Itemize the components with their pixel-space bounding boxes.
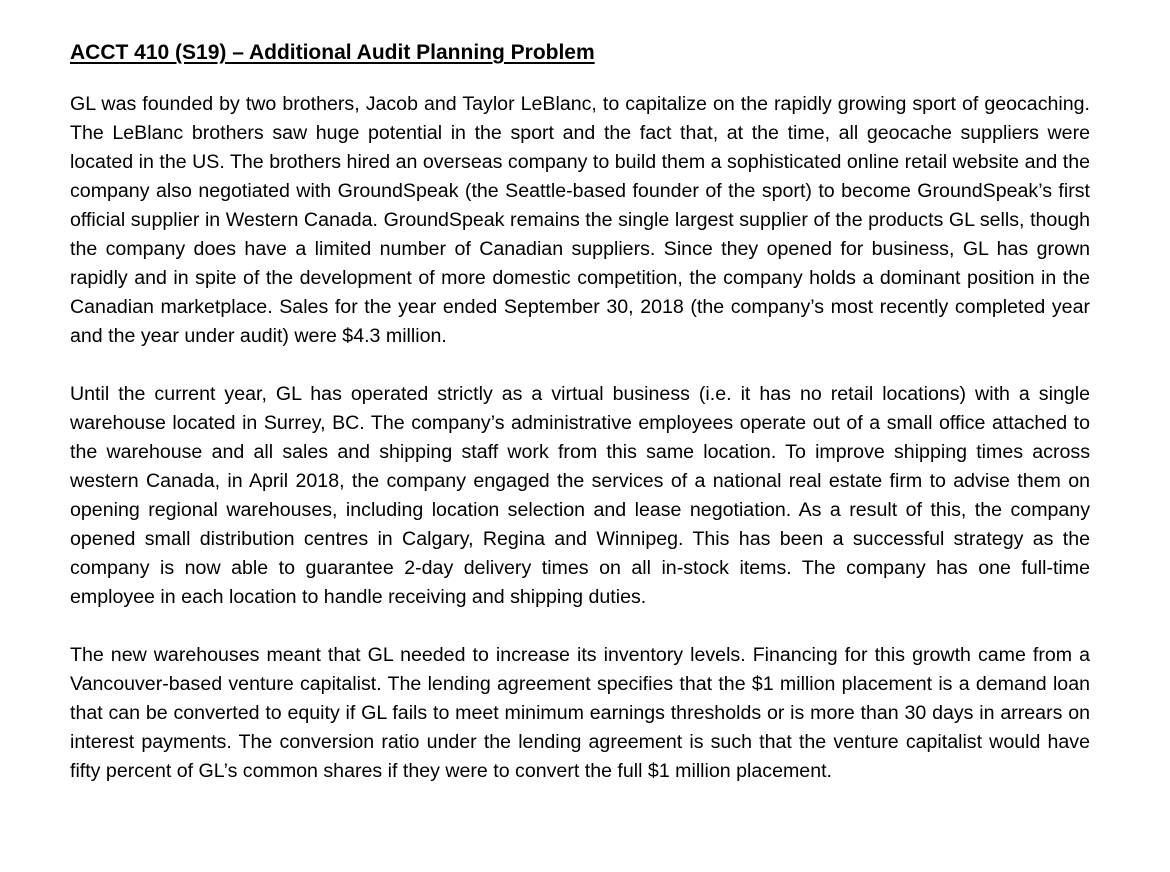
document-title: ACCT 410 (S19) – Additional Audit Planning Problem — [70, 41, 595, 64]
document-page — [70, 38, 1090, 815]
paragraph-financing: The new warehouses meant that GL needed to increase its inventory levels. Financing for this growth came from a Vancouver-based venture capitalist. The lending agreement specifies that the $1 million placement is a demand loan that can be converted to equity if GL fails to meet minimum earnings thresholds or is more than 30 days in arrears on interest payments. The conversion ratio under the lending agreement is such that the venture capitalist would have fifty percent of GL’s common shares if they were to convert the full $1 million placement. — [70, 644, 1090, 782]
paragraph-operations: Until the current year, GL has operated strictly as a virtual business (i.e. it has no retail locations) with a single warehouse located in Surrey, BC. The company’s administrative employees operate out of a small office attached to the warehouse and all sales and shipping staff work from this same location. To improve shipping times across western Canada, in April 2018, the company engaged the services of a national real estate firm to advise them on opening regional warehouses, including location selection and lease negotiation. As a result of this, the company opened small distribution centres in Calgary, Regina and Winnipeg. This has been a successful strategy as the company is now able to guarantee 2-day delivery times on all in-stock items. The company has one full-time employee in each location to handle receiving and shipping duties. — [70, 383, 1090, 608]
paragraph-company-background: GL was founded by two brothers, Jacob and Taylor LeBlanc, to capitalize on the rapidly growing sport of geocaching. The LeBlanc brothers saw huge potential in the sport and the fact that, at the time, all geocache suppliers were located in the US. The brothers hired an overseas company to build them a sophisticated online retail website and the company also negotiated with GroundSpeak (the Seattle-based founder of the sport) to become GroundSpeak’s first official supplier in Western Canada. GroundSpeak remains the single largest supplier of the products GL sells, though the company does have a limited number of Canadian suppliers. Since they opened for business, GL has grown rapidly and in spite of the development of more domestic competition, the company holds a dominant position in the Canadian marketplace. Sales for the year ended September 30, 2018 (the company’s most recently completed year and the year under audit) were $4.3 million. — [70, 93, 1090, 347]
